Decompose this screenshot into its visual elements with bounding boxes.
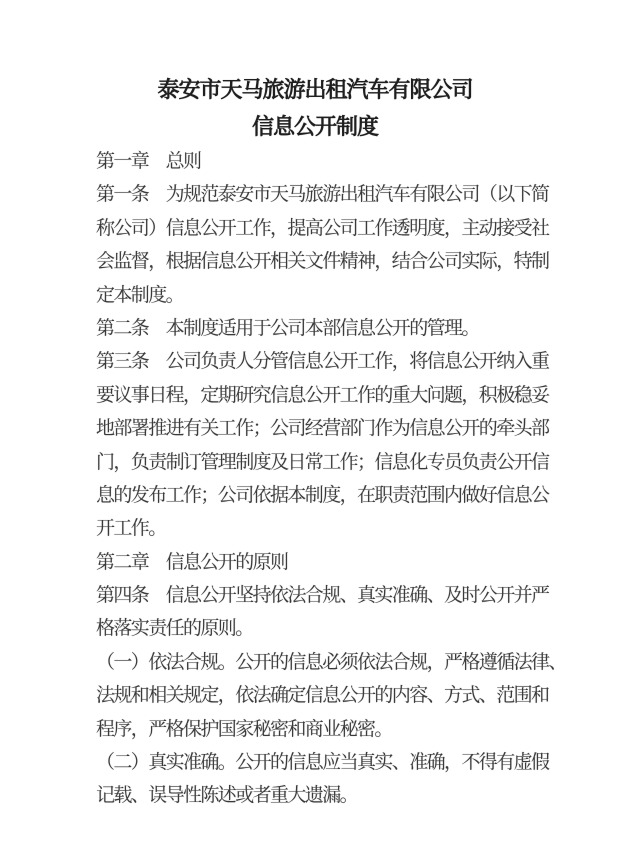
text-line-article-2: 第二条 本制度适用于公司本部信息公开的管理。 [96, 317, 479, 339]
text-line-article-1-a: 第一条 为规范泰安市天马旅游出租汽车有限公司（以下简 [96, 184, 549, 206]
text-line-article-4-a: 第四条 信息公开坚持依法合规、真实准确、及时公开并严 [96, 585, 549, 607]
text-line-article-3-a: 第三条 公司负责人分管信息公开工作，将信息公开纳入重 [96, 351, 549, 373]
text-line-article-3-b: 要议事日程，定期研究信息公开工作的重大问题，积极稳妥 [96, 384, 549, 406]
title-line-company: 泰安市天马旅游出租汽车有限公司 [157, 77, 473, 102]
text-line-chapter-1: 第一章 总则 [96, 151, 201, 172]
text-line-principle-1-c: 程序，严格保护国家秘密和商业秘密。 [96, 718, 392, 740]
title-line-policy: 信息公开制度 [251, 114, 378, 139]
text-line-article-1-b: 称公司）信息公开工作，提高公司工作透明度，主动接受社 [96, 217, 549, 239]
document-body [0, 145, 630, 813]
text-line-principle-1-b: 法规和相关规定，依法确定信息公开的内容、方式、范围和 [96, 685, 549, 707]
text-line-article-3-e: 息的发布工作；公司依据本制度，在职责范围内做好信息公 [96, 484, 549, 506]
text-line-article-3-f: 开工作。 [96, 518, 166, 540]
text-line-principle-1-a: （一）依法合规。公开的信息必须依法合规，严格遵循法律、 [96, 651, 566, 673]
text-line-article-3-c: 地部署推进有关工作；公司经营部门作为信息公开的牵头部 [96, 418, 549, 440]
text-line-article-1-d: 定本制度。 [96, 284, 184, 306]
text-line-chapter-2: 第二章 信息公开的原则 [96, 551, 288, 573]
text-line-principle-2-a: （二）真实准确。公开的信息应当真实、准确，不得有虚假 [96, 752, 549, 774]
text-line-article-4-b: 格落实责任的原则。 [96, 618, 253, 640]
document-title [0, 0, 630, 145]
text-line-article-3-d: 门，负责制订管理制度及日常工作；信息化专员负责公开信 [96, 451, 549, 473]
text-line-article-1-c: 会监督，根据信息公开相关文件精神，结合公司实际，特制 [96, 251, 549, 273]
text-line-principle-2-b: 记载、误导性陈述或者重大遗漏。 [96, 785, 358, 807]
